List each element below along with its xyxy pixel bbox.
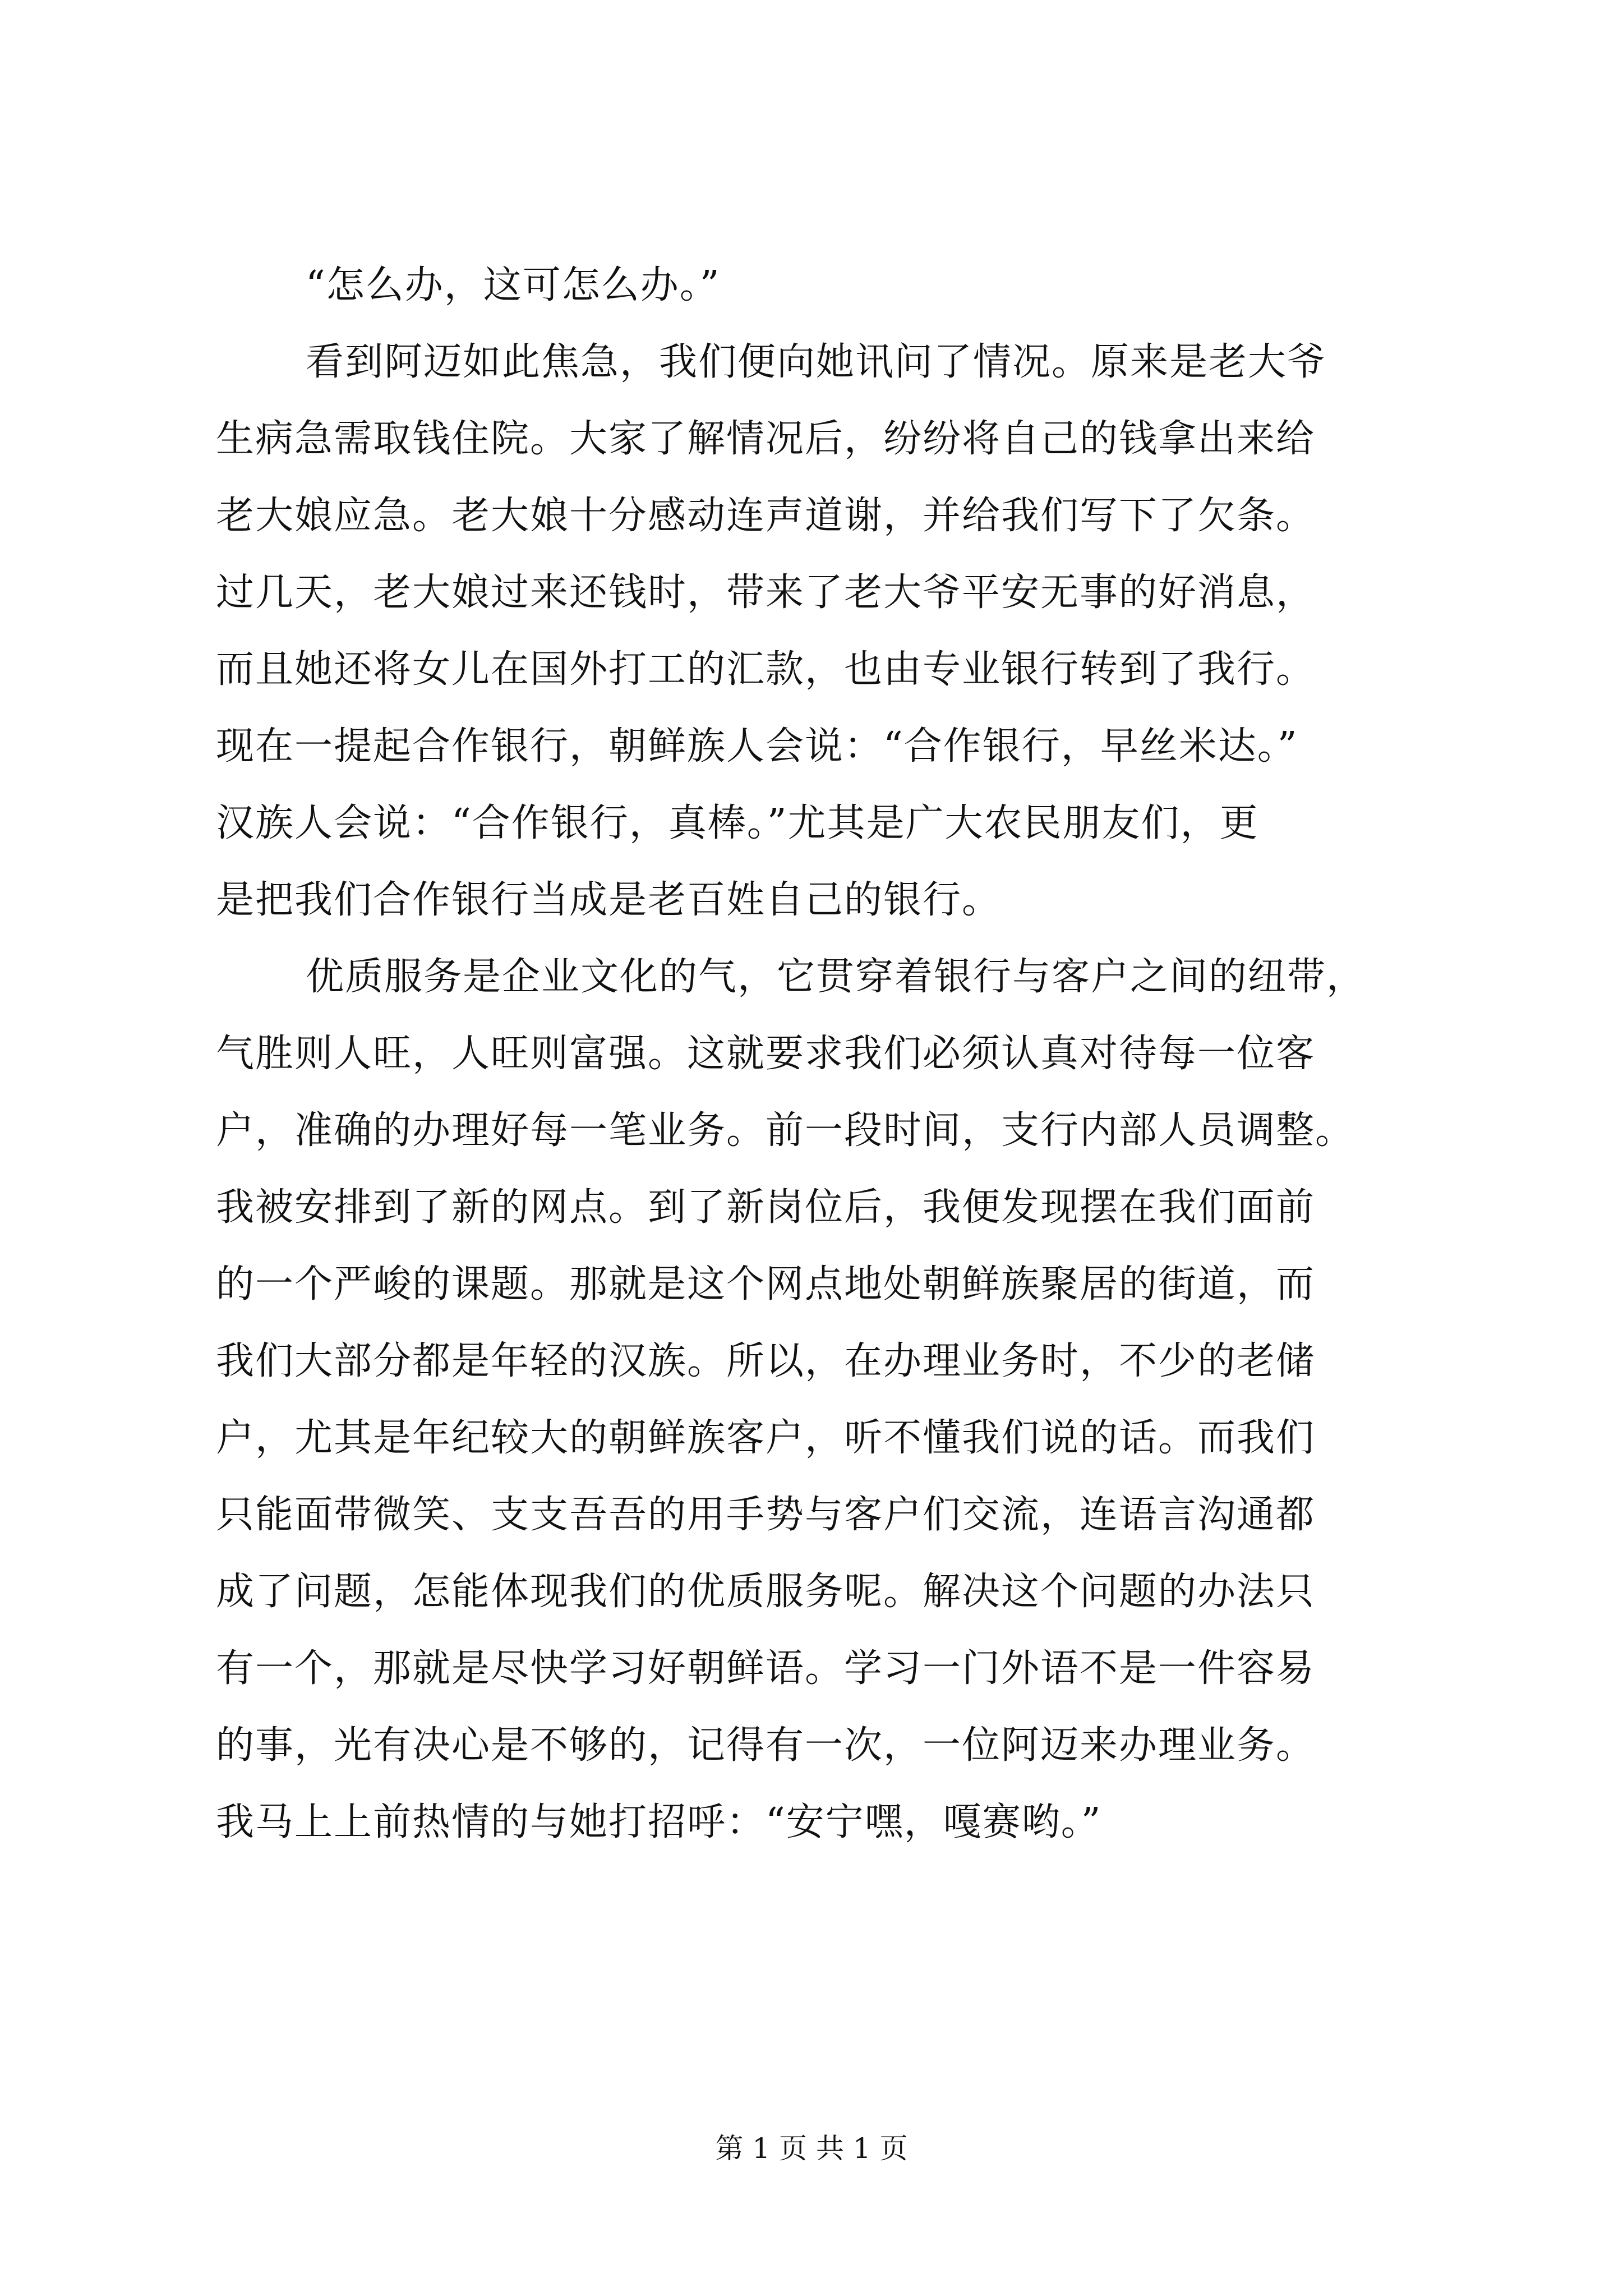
- page-number-footer: 第 1 页 共 1 页: [715, 2132, 908, 2165]
- paragraph-3: [216, 938, 1438, 1861]
- text-line: 过几天，老大娘过来还钱时，带来了老大爷平安无事的好消息，: [216, 570, 1316, 615]
- text-line: 的事，光有决心是不够的，记得有一次，一位阿迈来办理业务。: [216, 1723, 1316, 1768]
- text-line: 汉族人会说：“合作银行，真棒。”尤其是广大农民朋友们，更: [216, 801, 1259, 845]
- paragraph-2: [216, 324, 1438, 938]
- text-line: 老大娘应急。老大娘十分感动连声道谢，并给我们写下了欠条。: [216, 494, 1316, 538]
- text-line: 生病急需取钱住院。大家了解情况后，纷纷将自己的钱拿出来给: [216, 417, 1316, 461]
- text-line: 户，尤其是年纪较大的朝鲜族客户，听不懂我们说的话。而我们: [216, 1416, 1316, 1460]
- paragraph-1: [216, 247, 1438, 324]
- text-line: 优质服务是企业文化的气，它贯穿着银行与客户之间的纽带，: [306, 955, 1366, 999]
- text-line: 我被安排到了新的网点。到了新岗位后，我便发现摆在我们面前: [216, 1185, 1316, 1230]
- text-line: 的一个严峻的课题。那就是这个网点地处朝鲜族聚居的街道，而: [216, 1262, 1316, 1306]
- text-line: 户，准确的办理好每一笔业务。前一段时间，支行内部人员调整。: [216, 1108, 1355, 1153]
- text-line: 只能面带微笑、支支吾吾的用手势与客户们交流，连语言沟通都: [216, 1493, 1316, 1537]
- text-line: “怎么办，这可怎么办。”: [306, 263, 721, 307]
- text-line: 成了问题，怎能体现我们的优质服务呢。解决这个问题的办法只: [216, 1570, 1316, 1614]
- document-body: [216, 247, 1438, 1861]
- text-line: 我们大部分都是年轻的汉族。所以，在办理业务时，不少的老储: [216, 1339, 1316, 1383]
- text-line: 气胜则人旺，人旺则富强。这就要求我们必须认真对待每一位客: [216, 1032, 1316, 1076]
- text-line: 有一个，那就是尽快学习好朝鲜语。学习一门外语不是一件容易: [216, 1646, 1316, 1691]
- text-line: 现在一提起合作银行，朝鲜族人会说：“合作银行，早丝米达。”: [216, 724, 1298, 769]
- text-line: 我马上上前热情的与她打招呼：“安宁嘿，嘎赛哟。”: [216, 1800, 1102, 1844]
- text-line: 看到阿迈如此焦急，我们便向她讯问了情况。原来是老大爷: [306, 340, 1327, 384]
- text-line: 而且她还将女儿在国外打工的汇款，也由专业银行转到了我行。: [216, 647, 1316, 692]
- text-line: 是把我们合作银行当成是老百姓自己的银行。: [216, 878, 1002, 922]
